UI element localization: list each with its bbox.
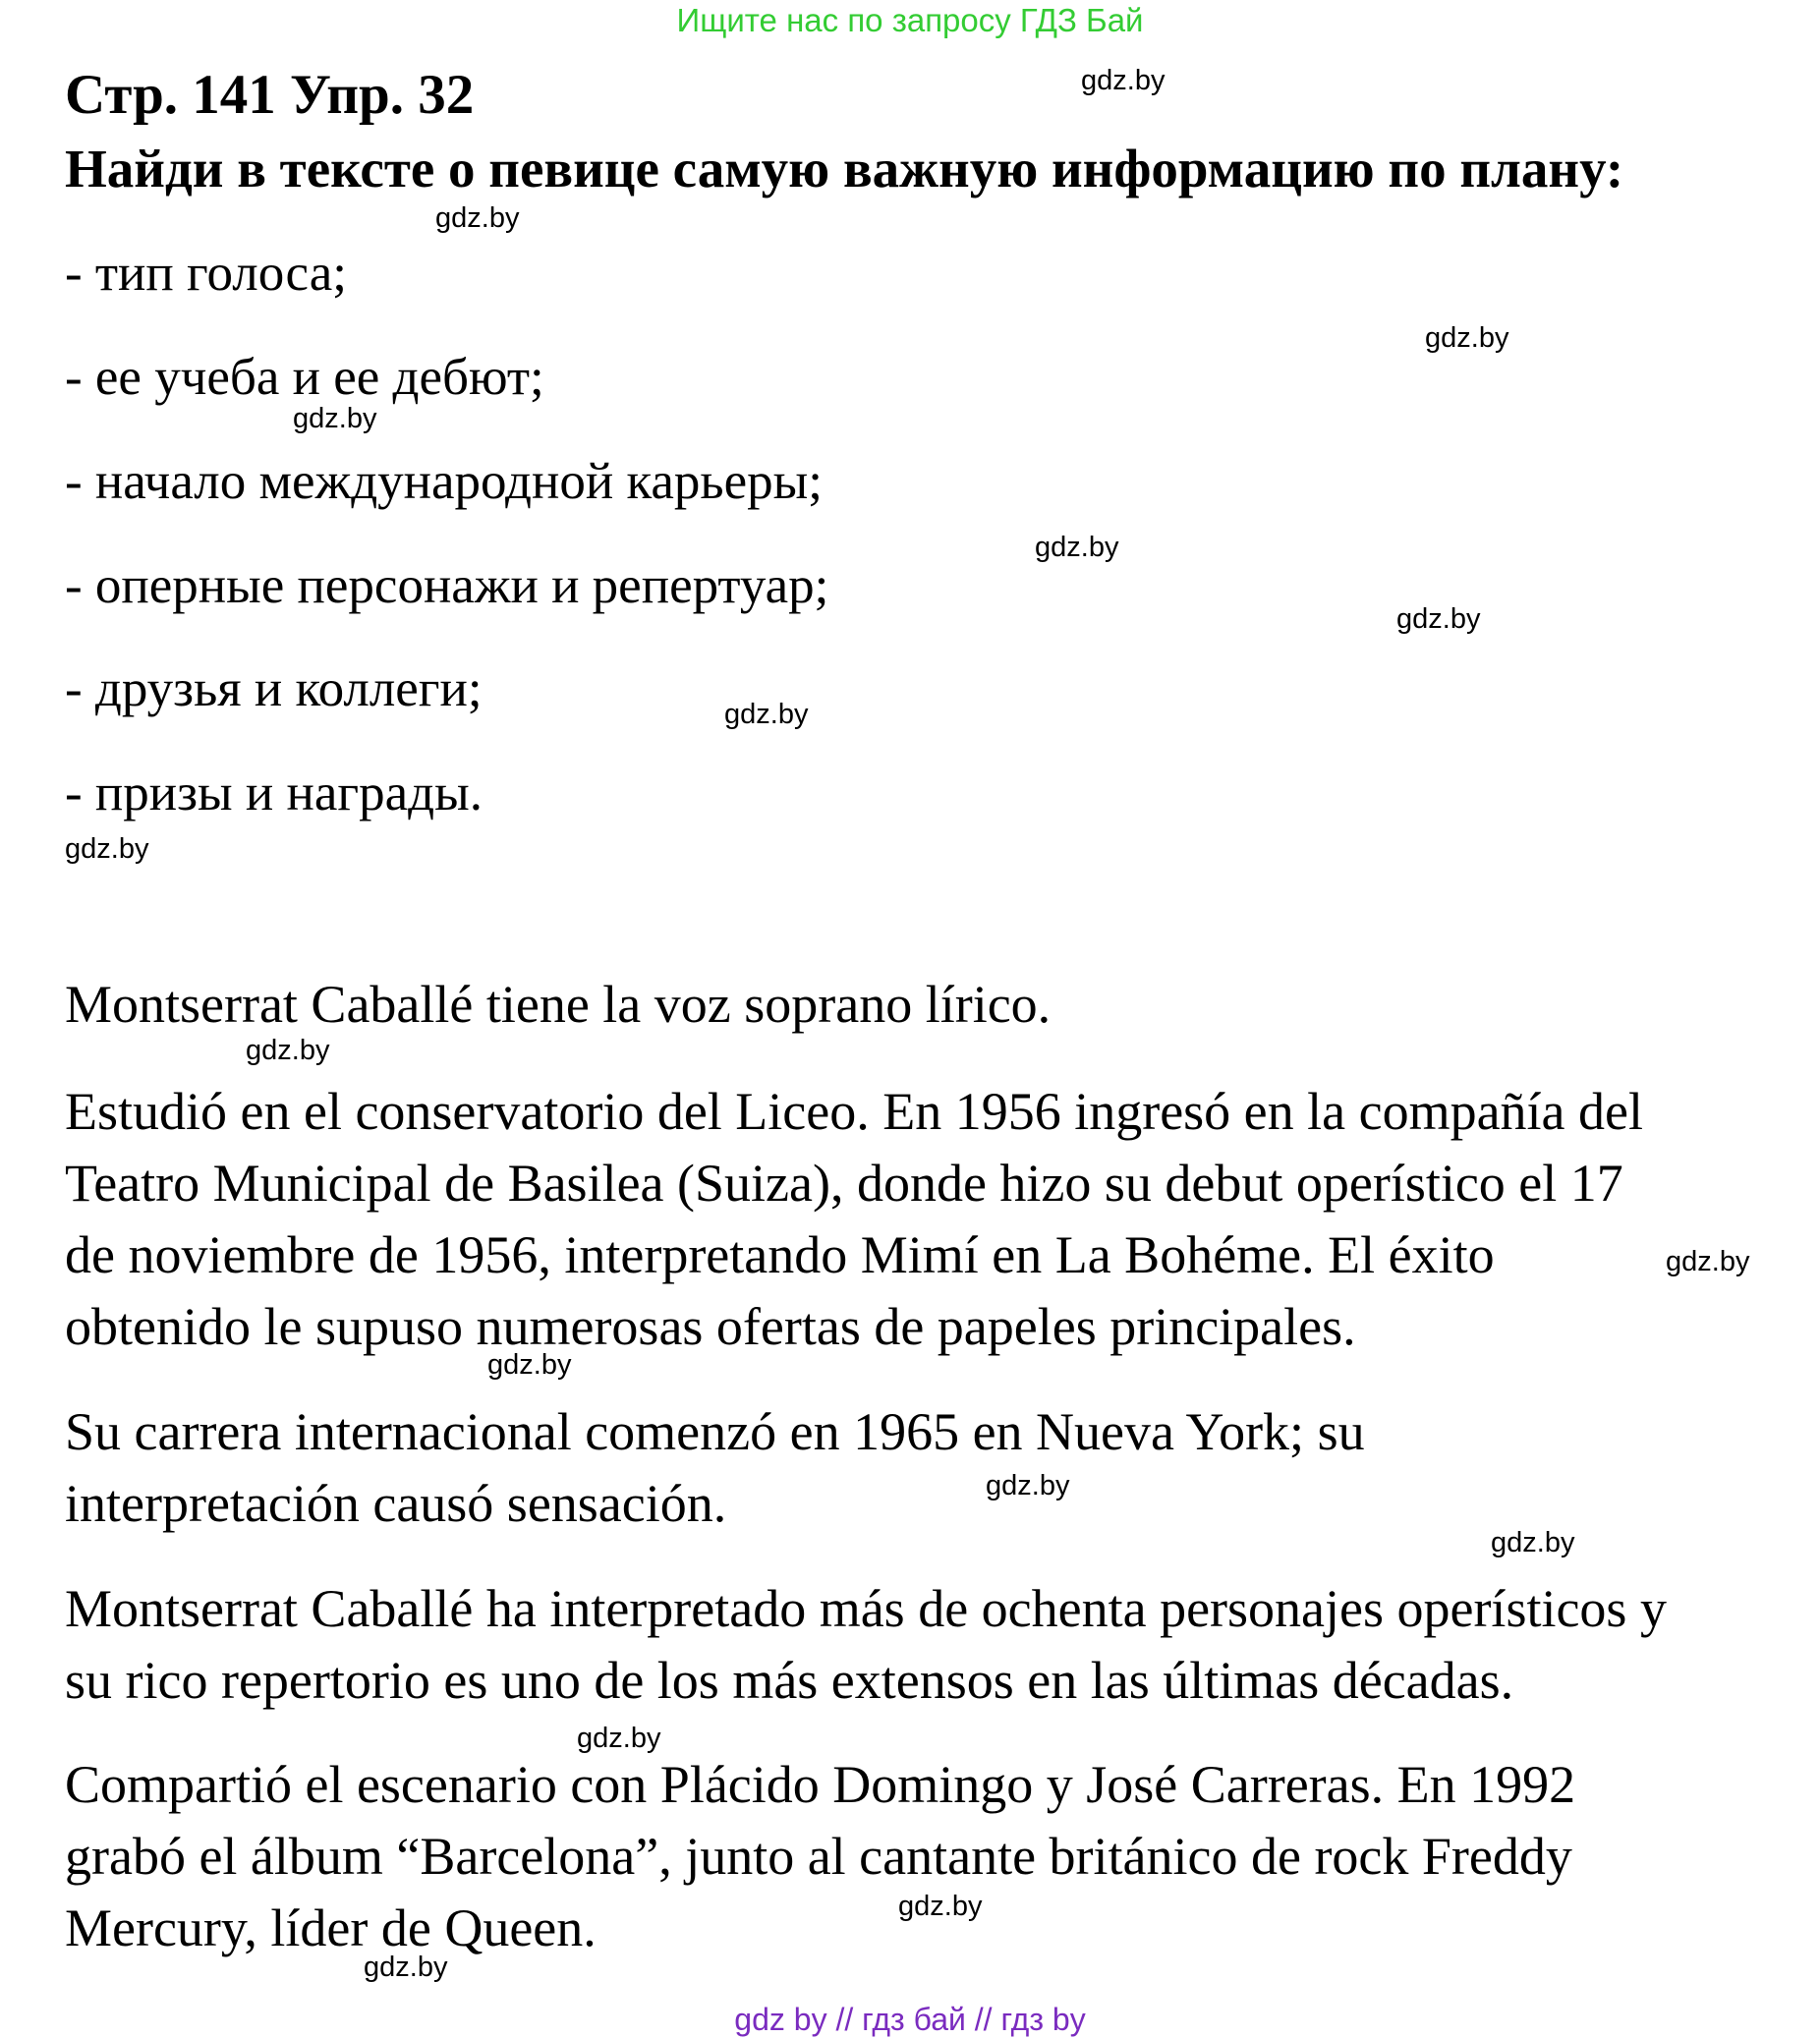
answer-line: interpretación causó sensación. xyxy=(65,1474,727,1533)
answer-line: su rico repertorio es uno de los más extensos en las últimas décadas. xyxy=(65,1651,1514,1710)
watermark: gdz.by xyxy=(1666,1246,1750,1277)
plan-item-prizes-awards: - призы и награды. xyxy=(65,764,483,821)
watermark: gdz.by xyxy=(577,1723,661,1754)
watermark: gdz.by xyxy=(986,1470,1070,1501)
answer-line: Su carrera internacional comenzó en 1965 en Nueva York; su xyxy=(65,1402,1365,1461)
watermark: gdz.by xyxy=(1396,603,1481,635)
watermark: gdz.by xyxy=(898,1891,983,1922)
plan-item-opera-characters: - оперные персонажи и репертуар; xyxy=(65,557,829,614)
watermark: gdz.by xyxy=(724,699,809,730)
watermark: gdz.by xyxy=(1035,532,1119,563)
search-banner: Ищите нас по запросу ГДЗ Бай xyxy=(676,2,1144,38)
page-reference-heading: Стр. 141 Упр. 32 xyxy=(65,64,475,126)
watermark: gdz.by xyxy=(1425,322,1509,354)
answer-line: Montserrat Caballé tiene la voz soprano lírico. xyxy=(65,975,1052,1034)
plan-item-voice-type: - тип голоса; xyxy=(65,245,347,302)
answer-line: Mercury, líder de Queen. xyxy=(65,1898,597,1957)
answer-line: de noviembre de 1956, interpretando Mimí en La Bohéme. El éxito xyxy=(65,1225,1495,1284)
watermark: gdz.by xyxy=(1081,65,1166,96)
answer-line: Teatro Municipal de Basilea (Suiza), donde hizo su debut operístico el 17 xyxy=(65,1154,1623,1213)
answer-voice-paragraph xyxy=(65,969,1820,1041)
watermark: gdz.by xyxy=(1491,1527,1575,1558)
answer-line: obtenido le supuso numerosas ofertas de papeles principales. xyxy=(65,1297,1356,1356)
watermark: gdz.by xyxy=(65,833,149,865)
answer-repertoire-paragraph xyxy=(65,1573,1820,1717)
answer-line: grabó el álbum “Barcelona”, junto al cantante británico de rock Freddy xyxy=(65,1827,1572,1886)
watermark: gdz.by xyxy=(487,1349,572,1381)
watermark: gdz.by xyxy=(435,202,520,234)
answer-line: Compartió el escenario con Plácido Domingo y José Carreras. En 1992 xyxy=(65,1755,1576,1814)
plan-item-friends-colleagues: - друзья и коллеги; xyxy=(65,660,483,717)
watermark: gdz.by xyxy=(364,1952,448,1983)
answer-career-paragraph xyxy=(65,1396,1820,1540)
answer-study-paragraph xyxy=(65,1076,1820,1363)
watermark: gdz.by xyxy=(293,403,377,434)
task-heading: Найди в тексте о певице самую важную информацию по плану: xyxy=(65,139,1624,198)
watermark: gdz.by xyxy=(246,1035,330,1066)
answer-line: Montserrat Caballé ha interpretado más de ochenta personajes operísticos y xyxy=(65,1579,1667,1638)
answer-colleagues-paragraph xyxy=(65,1749,1820,1964)
footer-links: gdz by // гдз бай // гдз by xyxy=(734,2002,1086,2037)
plan-item-study-debut: - ее учеба и ее дебют; xyxy=(65,349,544,406)
plan-item-international-career: - начало международной карьеры; xyxy=(65,453,823,510)
answer-line: Estudió en el conservatorio del Liceo. En 1956 ingresó en la compañía del xyxy=(65,1082,1643,1141)
